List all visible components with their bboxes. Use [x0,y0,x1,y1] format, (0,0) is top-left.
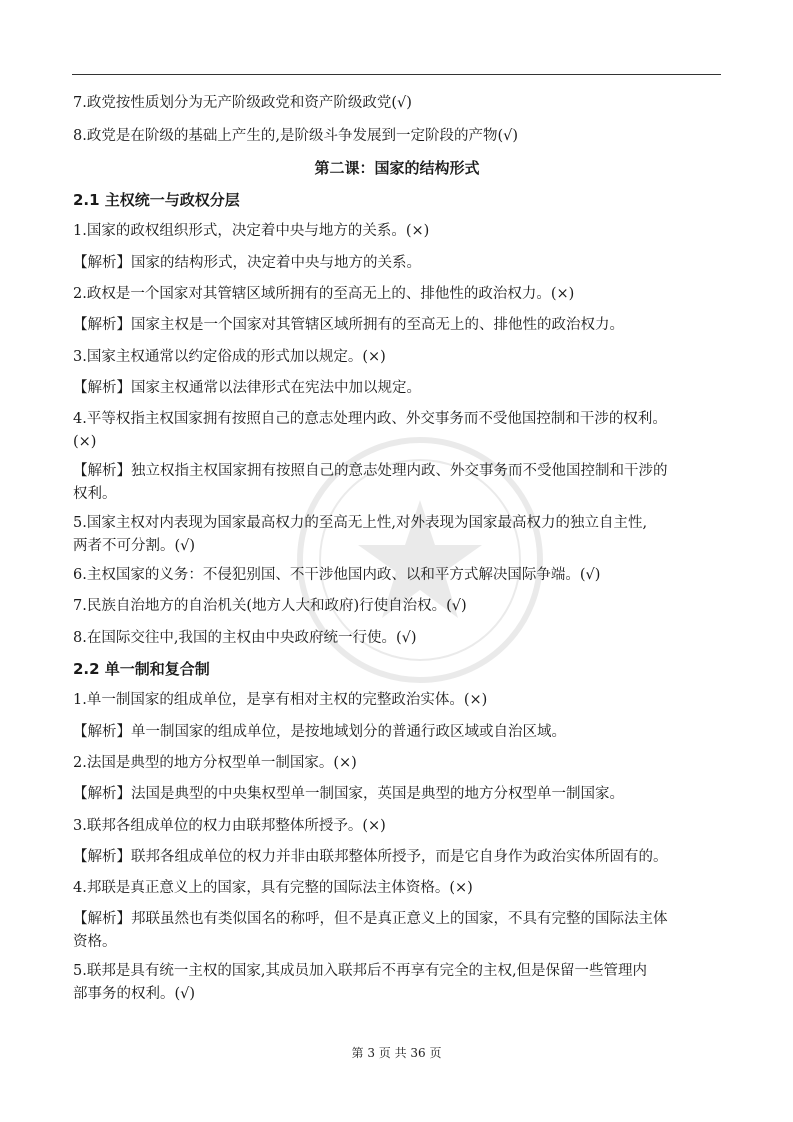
question: 7.民族自治地方的自治机关(地方人大和政府)行使自治权。(√) [73,598,467,614]
analysis: 【解析】法国是典型的中央集权型单一制国家，英国是典型的地方分权型单一制国家。 [73,786,624,802]
list-item: 8.政党是在阶级的基础上产生的,是阶级斗争发展到一定阶段的产物(√) [73,128,518,144]
question: 3.国家主权通常以约定俗成的形式加以规定。(×) [73,349,386,365]
question: 1.国家的政权组织形式，决定着中央与地方的关系。(×) [73,223,430,239]
question: 5.联邦是具有统一主权的国家,其成员加入联邦后不再享有完全的主权,但是保留一些管理内 部事务的权利。(√) [73,963,648,1002]
header-rule [72,74,721,75]
question: 2.法国是典型的地方分权型单一制国家。(×) [73,755,357,771]
section-heading-2-2: 2.2 单一制和复合制 [73,660,210,678]
analysis: 【解析】国家的结构形式，决定着中央与地方的关系。 [73,255,421,271]
question: 5.国家主权对内表现为国家最高权力的至高无上性,对外表现为国家最高权力的独立自主性, 两者不可分割。(√) [73,515,648,554]
analysis: 【解析】单一制国家的组成单位，是按地域划分的普通行政区域或自治区域。 [73,724,566,740]
analysis: 【解析】联邦各组成单位的权力并非由联邦整体所授予，而是它自身作为政治实体所固有的。 [73,849,668,865]
question: 2.政权是一个国家对其管辖区域所拥有的至高无上的、排他性的政治权力。(×) [73,286,575,302]
page-number: 第 3 页 共 36 页 [351,1046,442,1060]
analysis: 【解析】国家主权通常以法律形式在宪法中加以规定。 [73,380,421,396]
question: 8.在国际交往中,我国的主权由中央政府统一行使。(√) [73,630,417,646]
question: 4.平等权指主权国家拥有按照自己的意志处理内政、外交事务而不受他国控制和干涉的权利。 (×) [73,411,667,450]
section-heading-2-1: 2.1 主权统一与政权分层 [73,191,240,209]
question: 4.邦联是真正意义上的国家，具有完整的国际法主体资格。(×) [73,880,473,896]
question: 3.联邦各组成单位的权力由联邦整体所授予。(×) [73,818,386,834]
analysis: 【解析】国家主权是一个国家对其管辖区域所拥有的至高无上的、排他性的政治权力。 [73,317,624,333]
question: 6.主权国家的义务：不侵犯别国、不干涉他国内政、以和平方式解决国际争端。(√) [73,567,601,583]
analysis: 【解析】邦联虽然也有类似国名的称呼，但不是真正意义上的国家，不具有完整的国际法主体 资格。 [73,911,668,950]
list-item: 7.政党按性质划分为无产阶级政党和资产阶级政党(√) [73,95,412,111]
lesson-title: 第二课：国家的结构形式 [314,159,480,177]
analysis: 【解析】独立权指主权国家拥有按照自己的意志处理内政、外交事务而不受他国控制和干涉的 权利。 [73,463,668,502]
question: 1.单一制国家的组成单位，是享有相对主权的完整政治实体。(×) [73,692,488,708]
